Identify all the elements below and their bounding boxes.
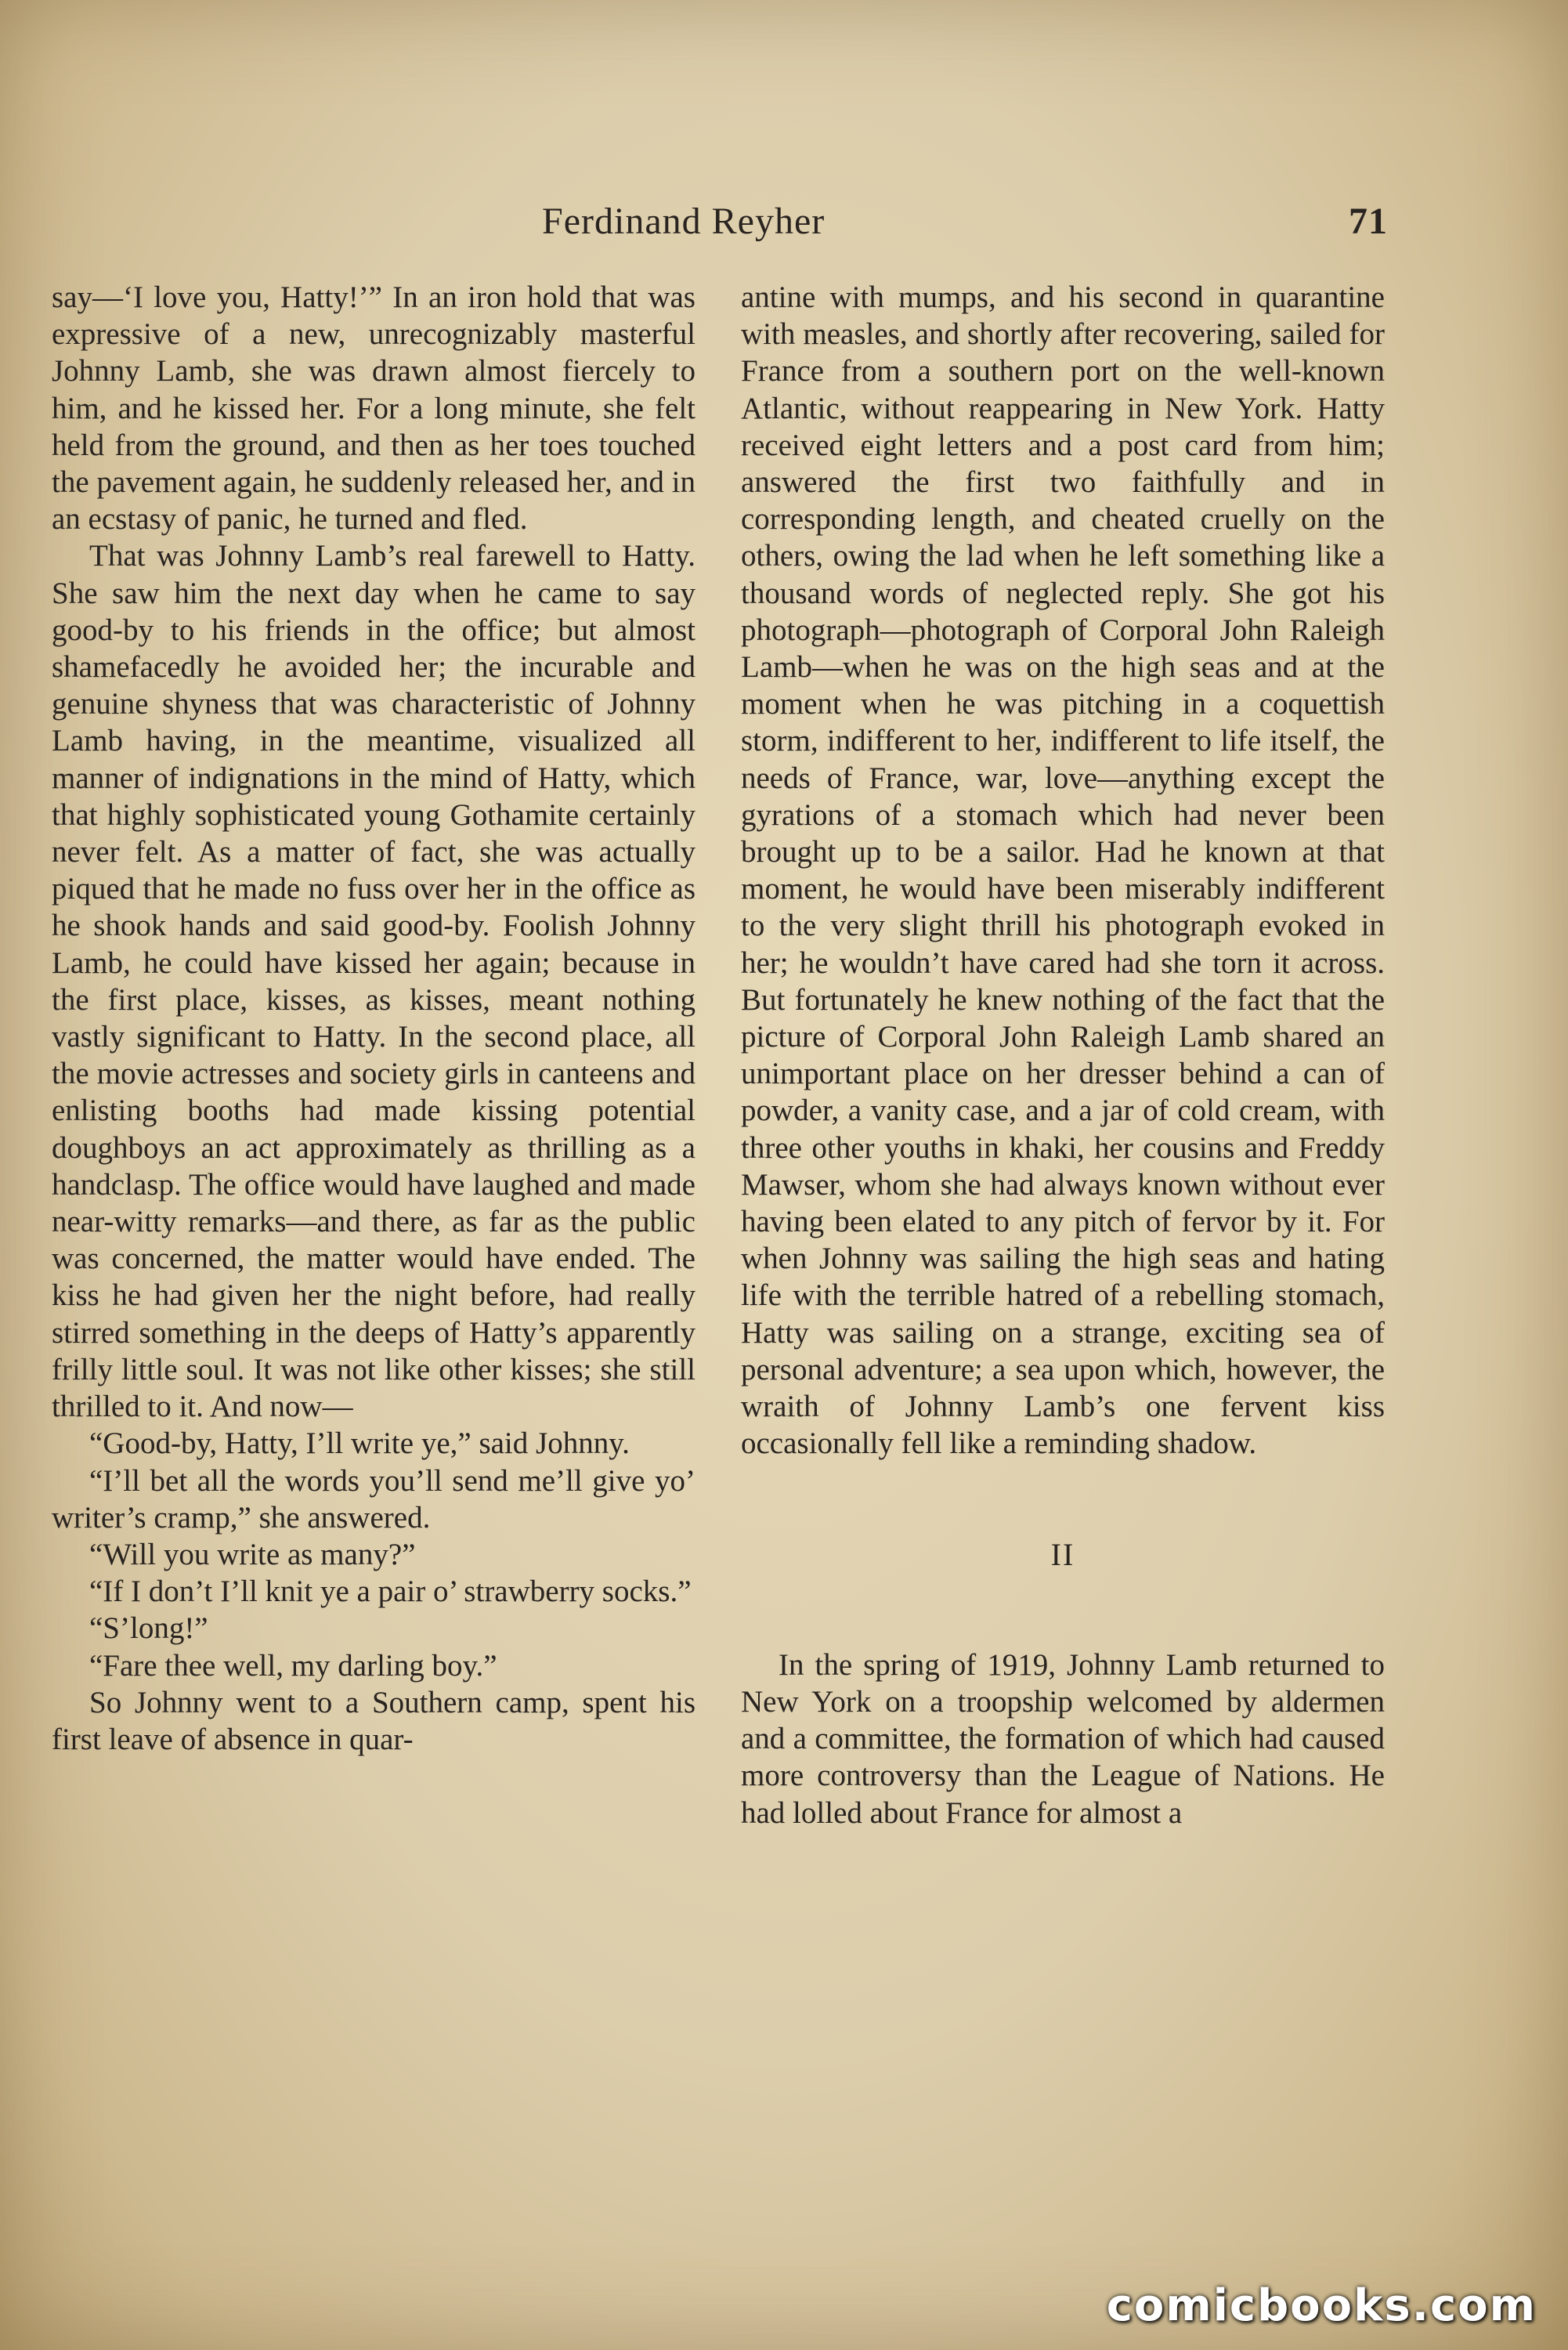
dialogue-line: “If I don’t I’ll knit ye a pair o’ strawberry socks.” <box>89 1574 692 1609</box>
dialogue-line: “I’ll bet all the words you’ll send me’ll give yo’ writer’s cramp,” she answered. <box>52 1463 695 1535</box>
dialogue-line: “S’long!” <box>89 1611 208 1646</box>
running-head <box>542 194 1388 249</box>
page-number: 71 <box>1349 201 1388 242</box>
section-number: II <box>1050 1536 1075 1572</box>
site-watermark: comicbooks.com <box>1106 2280 1537 2331</box>
paragraph: say—‘I love you, Hatty!’” In an iron hold that was expressive of a new, unrecognizably masterful Johnny Lamb, she was drawn almost fiercely to him, and he kissed her. For a long minute, she felt held from the ground, and then as her toes touched the pavement again, he suddenly released her, and in an ecstasy of panic, he turned and fled. <box>52 280 695 537</box>
left-column <box>52 279 695 1758</box>
right-column <box>741 279 1385 1831</box>
running-head-author: Ferdinand Reyher <box>542 201 826 242</box>
paragraph: That was Johnny Lamb’s real farewell to Hatty. She saw him the next day when he came to say good-by to his friends in the office; but almost shamefacedly he avoided her; the incurable and genuine shyness that was characteristic of Johnny Lamb having, in the meantime, visualized all manner of indignations in the mind of Hatty, which that highly sophisticated young Gothamite certainly never felt. As a matter of fact, she was actually piqued that he made no fuss over her in the office as he shook hands and said good-by. Foolish Johnny Lamb, he could have kissed her again; because in the first place, kisses, as kisses, meant nothing vastly significant to Hatty. In the second place, all the movie actresses and society girls in canteens and enlisting booths had made kissing potential doughboys an act approximately as thrilling as a handclasp. The office would have laughed and made near-witty remarks—and there, as far as the public was concerned, the matter would have ended. The kiss he had given her the night before, had really stirred something in the deeps of Hatty’s apparently frilly little soul. It was not like other kisses; she still thrilled to it. And now— <box>52 539 695 1424</box>
dialogue-line: “Will you write as many?” <box>89 1537 416 1571</box>
paragraph-continued: antine with mumps, and his second in quarantine with measles, and shortly after recovering, sailed for France from a southern port on the well-known Atlantic, without reappearing in New York. Hatty received eight letters and a post card from him; answered the first two faithfully and in corresponding length, and cheated cruelly on the others, owing the lad when he left something like a thousand words of neglected reply. She got his photograph—photograph of Corporal John Raleigh Lamb—when he was on the high seas and at the moment when he was pitching in a coquettish storm, indifferent to her, indifferent to life itself, the needs of France, war, love—anything except the gyrations of a stomach which had never been brought up to be a sailor. Had he known at that moment, he would have been miserably indifferent to the very slight thrill his photograph evoked in her; he wouldn’t have cared had she torn it across. But fortunately he knew nothing of the fact that the picture of Corporal John Raleigh Lamb shared an unimportant place on her dresser behind a can of powder, a vanity case, and a jar of cold cream, with three other youths in khaki, her cousins and Freddy Mawser, whom she had always known without ever having been elated to any pitch of fervor by it. For when Johnny was sailing the high seas and hating life with the terrible hatred of a rebelling stomach, Hatty was sailing on a strange, exciting sea of personal adventure; a sea upon which, however, the wraith of Johnny Lamb’s one fervent kiss occasionally fell like a reminding shadow. <box>741 280 1385 1461</box>
dialogue-line: “Fare thee well, my darling boy.” <box>89 1648 497 1683</box>
dialogue-line: “Good-by, Hatty, I’ll write ye,” said Johnny. <box>89 1426 630 1461</box>
paragraph: In the spring of 1919, Johnny Lamb returned to New York on a troopship welcomed by aldermen and a committee, the formation of which had caused more controversy than the League of Nations. He had lolled about France for almost a <box>741 1647 1385 1830</box>
paragraph: So Johnny went to a Southern camp, spent his first leave of absence in quar- <box>52 1685 695 1756</box>
